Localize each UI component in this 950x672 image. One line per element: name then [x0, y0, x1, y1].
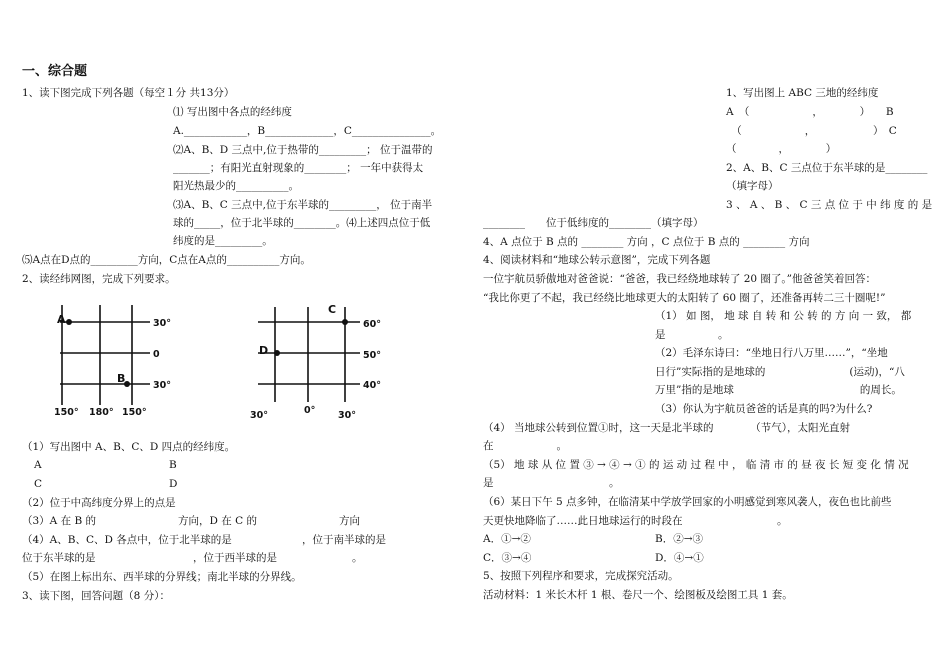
option-a: A．①→② — [483, 533, 531, 545]
q3-title: 3、读下图，回答问题（8 分）： — [22, 590, 170, 602]
lon-label: 30° — [250, 410, 268, 421]
q1-line: A.____________，B_____________，C_______________。 — [173, 125, 442, 137]
right-line: （1） 如 图， 地 球 自 转 和 公 转 的 方 向 一 致， 都 — [655, 310, 912, 322]
point-c-label: C — [328, 303, 337, 316]
q1-line: 球的_____，位于北半球的________。⑷上述四点位于低 — [173, 217, 431, 229]
right-line: （5） 地 球 从 位 置 ③ → ④ → ① 的 运 动 过 程 中 ， 临 清 市 的 昼 夜 长 短 变 化 情 况 — [483, 459, 909, 471]
lat-label: 30° — [153, 318, 171, 329]
q1-line: ⑶A、B、C 三点中,位于东半球的_________， 位于南半 — [173, 199, 433, 211]
q1-line: 纬度的是_________。 — [173, 235, 273, 247]
right-line: A （ ， ） B — [726, 106, 894, 118]
q1-line: ⑴ 写出图中各点的经纬度 — [173, 106, 292, 118]
right-line: 1、写出图上 ABC 三地的经纬度 — [726, 87, 879, 99]
q2-item: （2）位于中高纬度分界上的点是 — [22, 497, 176, 509]
right-line: “我比你更了不起，我已经绕比地球更大的太阳转了 60 圈了，还准备再转二三十圈呢!” — [483, 292, 886, 304]
lon-label: 180° — [89, 407, 114, 418]
right-line: 是 。 — [655, 329, 729, 341]
point-a-marker — [66, 319, 72, 325]
q1-title: 1、读下图完成下列各题（每空１分 共13分） — [22, 87, 235, 99]
q2-item: C — [34, 478, 43, 490]
q2-item: 方向 — [339, 515, 360, 527]
right-line: 活动材料：1 米长木杆 1 根、卷尺一个、绘图板及绘图工具 1 套。 — [483, 589, 793, 601]
option-d: D．④→① — [655, 552, 704, 564]
q2-item: B — [169, 459, 177, 471]
right-line: 万里”指的是地球 的周长。 — [655, 384, 902, 396]
option-c: C．③→④ — [483, 552, 532, 564]
point-d-marker — [274, 350, 280, 356]
right-line: ________ 位于低纬度的________（填字母） — [483, 217, 704, 229]
right-line: 3 、 A 、 B 、 C 三 点 位 于 中 纬 度 的 是 — [726, 199, 933, 211]
section-title: 一、综合题 — [22, 64, 88, 79]
q2-item: （5）在图上标出东、西半球的分界线；南北半球的分界线。 — [22, 571, 302, 583]
q2-item: A — [34, 459, 42, 471]
point-d-label: D — [259, 344, 269, 357]
point-c-marker — [342, 319, 348, 325]
lat-label: 30° — [153, 380, 171, 391]
point-a-label: A — [57, 313, 66, 326]
right-line: （ ， ） C — [726, 125, 897, 137]
q2-item: ，位于西半球的是 — [193, 552, 277, 564]
q2-title: 2、读经纬网图，完成下列要求。 — [22, 273, 176, 285]
point-b-label: B — [117, 372, 126, 385]
right-line: （ ， ） — [726, 143, 837, 155]
right-line: 2、A、B、C 三点位于东半球的是________ — [726, 162, 928, 174]
lat-label: 40° — [363, 380, 381, 391]
q2-item: （1）写出图中 A、B、C、D 四点的经纬度。 — [22, 441, 236, 453]
q1-line: 阳光热最少的__________。 — [173, 180, 299, 192]
q2-item: 位于东半球的是 — [22, 552, 96, 564]
lon-label: 0° — [304, 405, 316, 416]
right-line: 4、阅读材料和“地球公转示意图”，完成下列各题 — [483, 254, 711, 266]
lon-label: 30° — [338, 410, 356, 421]
right-line: 日行”实际指的是地球的 (运动)，“八 — [655, 366, 905, 378]
q2-item: D — [169, 478, 178, 490]
right-line: （填字母） — [726, 180, 779, 192]
q2-item: ，位于南半球的是 — [302, 534, 386, 546]
q1-line-5: ⑸A点在D点的_________方向，C点在A点的__________方向。 — [22, 254, 311, 266]
latlon-grid-map-1 — [40, 305, 220, 420]
right-line: （3）你认为宇航员爸爸的话是真的吗?为什么? — [655, 403, 873, 415]
q2-item: （4）A、B、C、D 各点中，位于北半球的是 — [22, 534, 232, 546]
q2-item: 。 — [352, 552, 363, 564]
lon-label: 150° — [122, 407, 147, 418]
right-line: 4、A 点位于 B 点的 ________ 方向 ，C 点位于 B 点的 ________ 方向 — [483, 236, 810, 248]
right-line: 一位宇航员骄傲地对爸爸说：“爸爸，我已经绕地球转了 20 圈了。”他爸爸笑着回答： — [483, 273, 877, 285]
latlon-grid-map-2 — [248, 302, 408, 422]
right-line: 在 。 — [483, 440, 567, 452]
right-line: （6）某日下午 5 点多钟，在临清某中学放学回家的小明感觉到寒风袭人，夜色也比前些 — [483, 496, 892, 508]
right-line: 是 。 — [483, 477, 620, 489]
lat-label: 50° — [363, 350, 381, 361]
lat-label: 60° — [363, 319, 381, 330]
right-line: 5、按照下列程序和要求，完成探究活动。 — [483, 570, 679, 582]
lon-label: 150° — [54, 407, 79, 418]
q2-item: （3）A 在 B 的 — [22, 515, 96, 527]
q1-line: _______；有阳光直射现象的________； 一年中获得太 — [173, 162, 424, 174]
option-b: B．②→③ — [655, 533, 704, 545]
q2-item: 方向，D 在 C 的 — [178, 515, 257, 527]
right-line: （4） 当地球公转到位置①时，这一天是北半球的 （节气），太阳光直射 — [483, 422, 851, 434]
right-line: （2）毛泽东诗曰：“坐地日行八万里……”，“坐地 — [655, 347, 888, 359]
lat-label: 0 — [153, 349, 160, 360]
q1-line: ⑵A、B、D 三点中,位于热带的_________； 位于温带的 — [173, 144, 433, 156]
right-line: 天更快地降临了……此日地球运行的时段在 。 — [483, 515, 788, 527]
